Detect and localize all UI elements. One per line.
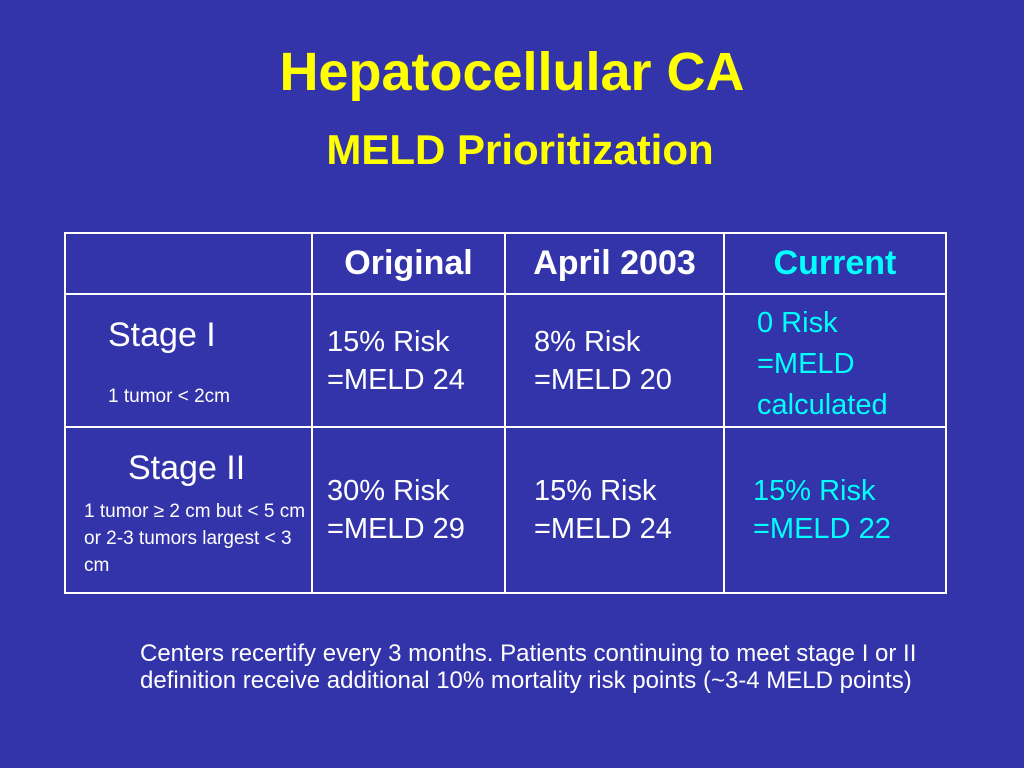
stage-2-april-meld: =MELD 24 (534, 513, 672, 545)
stage-1-definition: 1 tumor < 2cm (108, 386, 230, 407)
header-april-2003: April 2003 (505, 233, 724, 294)
slide-title: Hepatocellular CA (279, 42, 745, 102)
stage-1-april-cell (505, 294, 724, 427)
stage-2-april-cell (505, 427, 724, 593)
stage-1-original-risk: 15% Risk (327, 326, 450, 358)
stage-2-cell (65, 427, 312, 593)
stage-2-current-meld: =MELD 22 (753, 513, 891, 545)
table-row-stage-1 (65, 294, 946, 427)
stage-1-current-note: calculated (757, 389, 888, 421)
footnote: Centers recertify every 3 months. Patients continuing to meet stage I or II definition receive additional 10% mortality risk points (~3-4 MELD points) (140, 640, 917, 694)
table-header-row (65, 233, 946, 294)
stage-2-definition: 1 tumor ≥ 2 cm but < 5 cm or 2-3 tumors largest < 3 cm (84, 501, 306, 576)
stage-2-original-meld: =MELD 29 (327, 513, 465, 545)
stage-2-name: Stage II (128, 449, 246, 487)
stage-1-april-risk: 8% Risk (534, 326, 641, 358)
table-row-stage-2 (65, 427, 946, 593)
stage-1-name: Stage I (108, 316, 216, 354)
meld-table (64, 232, 947, 594)
stage-2-original-risk: 30% Risk (327, 475, 450, 507)
stage-1-current-cell (724, 294, 946, 427)
header-current: Current (724, 233, 946, 294)
stage-2-april-risk: 15% Risk (534, 475, 657, 507)
stage-1-current-meld: =MELD (757, 348, 855, 380)
header-original: Original (312, 233, 505, 294)
stage-1-original-cell (312, 294, 505, 427)
stage-2-current-cell (724, 427, 946, 593)
stage-1-current-risk: 0 Risk (757, 307, 838, 339)
stage-1-april-meld: =MELD 20 (534, 364, 672, 396)
stage-1-original-meld: =MELD 24 (327, 364, 465, 396)
header-empty-cell (65, 233, 312, 294)
slide-subtitle: MELD Prioritization (326, 126, 714, 173)
stage-1-cell (65, 294, 312, 427)
stage-2-original-cell (312, 427, 505, 593)
stage-2-current-risk: 15% Risk (753, 475, 876, 507)
